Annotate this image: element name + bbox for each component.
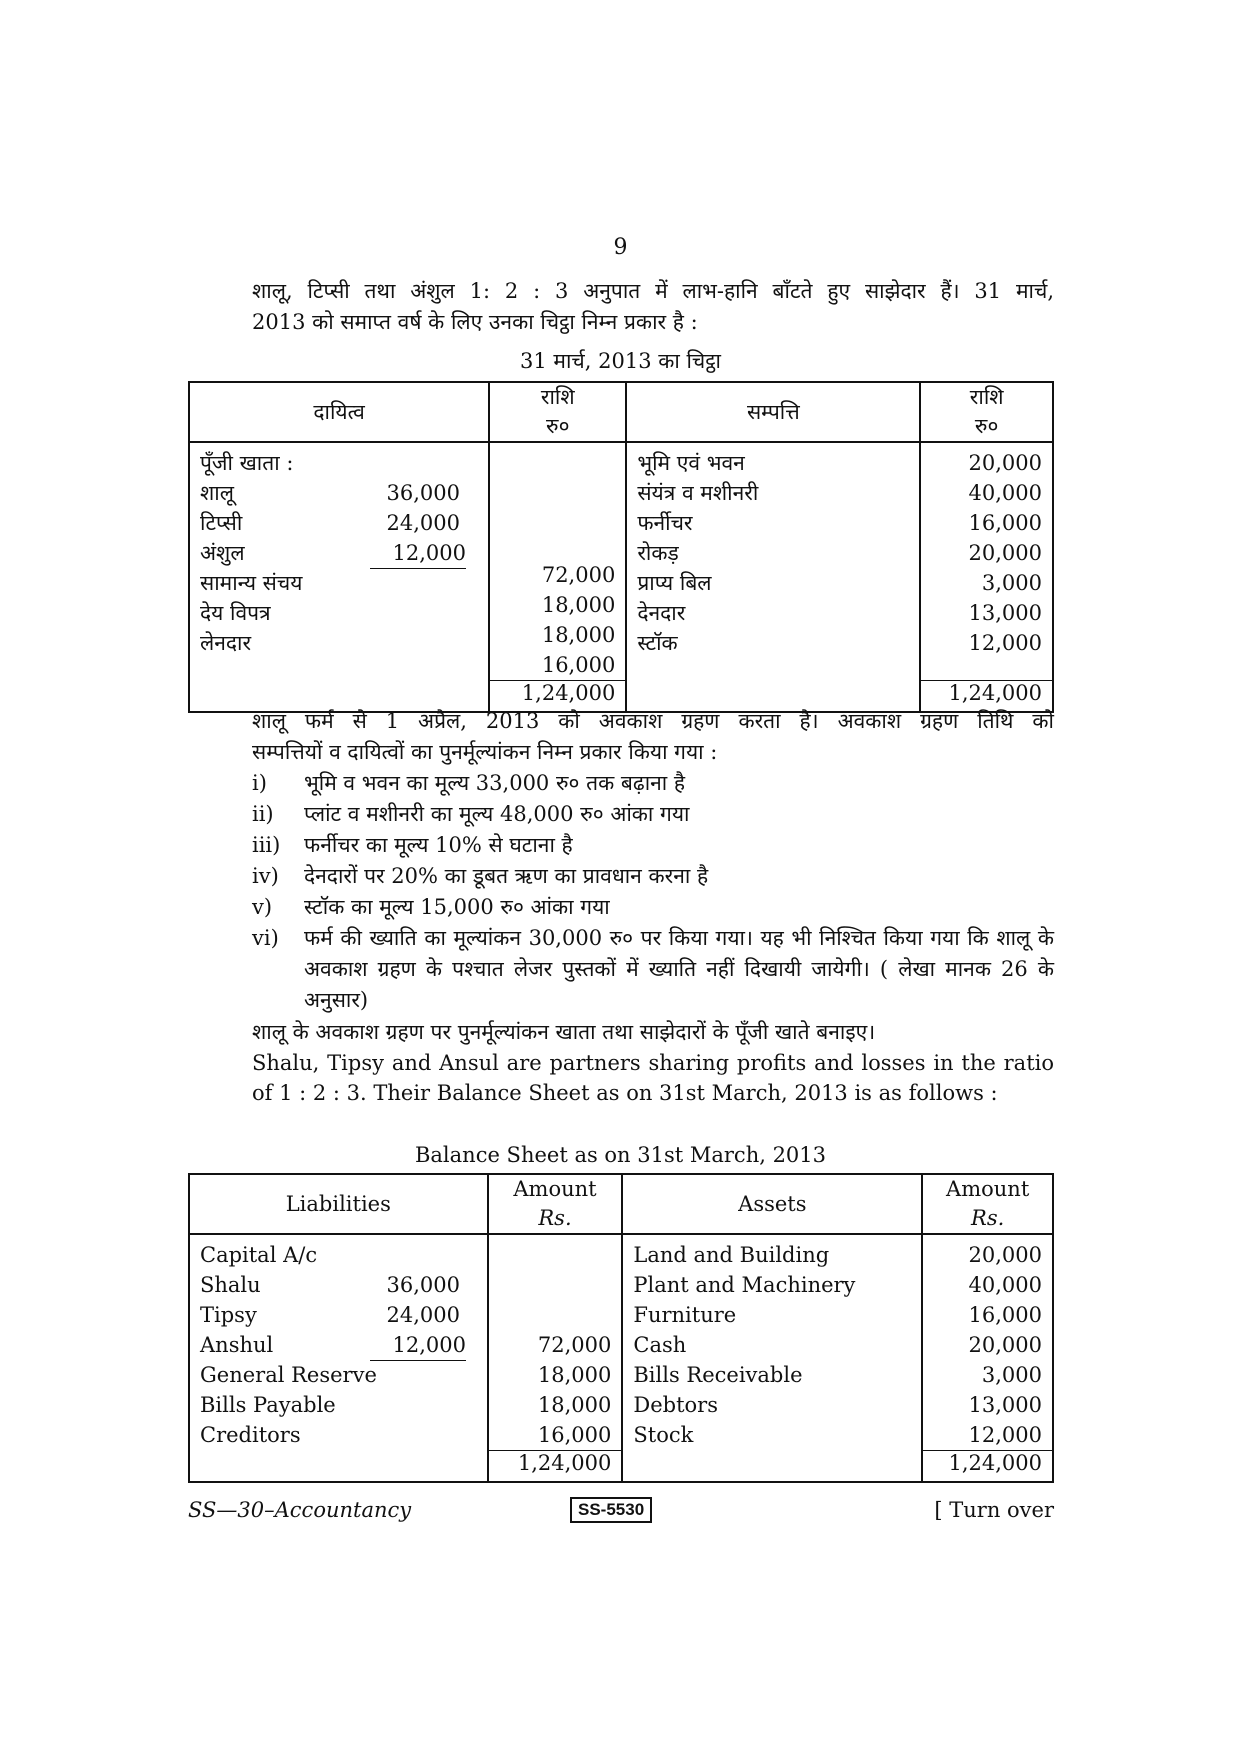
item-text: फर्नीचर का मूल्य 10% से घटाना है <box>304 833 573 857</box>
amount-cell: 40,000 <box>968 481 1042 505</box>
item-number: iv) <box>252 864 279 888</box>
amount-cell: 3,000 <box>981 1363 1042 1387</box>
hindi-retirement-text <box>252 706 1054 768</box>
amount-cell: 18,000 <box>541 593 616 617</box>
header-amount-label: Amount <box>946 1177 1030 1201</box>
revaluation-list <box>252 768 1054 1016</box>
retire-line-1: शालू फर्म से 1 अप्रैल, 2013 को अवकाश ग्रहण करता है। अवकाश ग्रहण तिथि को <box>252 709 1054 733</box>
amount-cell: 20,000 <box>968 1333 1042 1357</box>
liability-item: Creditors <box>200 1423 301 1447</box>
amount-cell: 12,000 <box>968 631 1042 655</box>
english-table-title: Balance Sheet as on 31st March, 2013 <box>414 1143 827 1167</box>
item-number: ii) <box>252 802 274 826</box>
amount-cell: 72,000 <box>541 563 616 587</box>
item-number: i) <box>252 771 267 795</box>
asset-item: Land and Building <box>633 1243 830 1267</box>
capital-label: पूँजी खाता : <box>200 451 294 475</box>
asset-item: फर्नीचर <box>637 511 693 535</box>
partner-name: शालू <box>200 481 234 505</box>
hindi-instruction: शालू के अवकाश ग्रहण पर पुनर्मूल्यांकन खाता तथा साझेदारों के पूँजी खाते बनाइए। <box>252 1020 876 1044</box>
partner-row <box>190 1300 487 1330</box>
asset-item: प्राप्य बिल <box>637 571 712 595</box>
asset-item: स्टॉक <box>637 631 678 655</box>
partner-amount: 36,000 <box>386 1273 460 1297</box>
amount-cell: 16,000 <box>968 1303 1042 1327</box>
capital-label: Capital A/c <box>200 1243 318 1267</box>
list-item <box>252 799 1054 830</box>
list-item <box>252 892 1054 923</box>
amount-cell: 13,000 <box>968 1393 1042 1417</box>
header-amount-unit: रु० <box>974 414 999 438</box>
partner-amount: 24,000 <box>386 1303 460 1327</box>
partner-row <box>190 1330 487 1360</box>
partner-amount: 12,000 <box>370 1330 466 1361</box>
item-text: भूमि व भवन का मूल्य 33,000 रु० तक बढ़ाना है <box>304 771 686 795</box>
hindi-table-title: 31 मार्च, 2013 का चिट्ठा <box>520 349 721 373</box>
list-item <box>252 861 1054 892</box>
partner-name: Shalu <box>200 1273 261 1297</box>
hindi-intro-line-2: 2013 को समाप्त वर्ष के लिए उनका चिट्ठा निम्न प्रकार है : <box>252 310 698 334</box>
header-liabilities: Liabilities <box>189 1174 488 1234</box>
hindi-intro-line-1: शालू, टिप्सी तथा अंशुल 1: 2 : 3 अनुपात में लाभ-हानि बाँटते हुए साझेदार हैं। 31 मार्च, <box>252 279 1054 303</box>
header-amount <box>489 382 626 442</box>
item-text: प्लांट व मशीनरी का मूल्य 48,000 रु० आंका गया <box>304 802 690 826</box>
asset-item: रोकड़ <box>637 541 679 565</box>
list-item <box>252 923 1054 1016</box>
partner-row <box>190 478 488 508</box>
liability-item: देय विपत्र <box>200 601 271 625</box>
partner-name: Anshul <box>200 1333 274 1357</box>
item-text: स्टॉक का मूल्य 15,000 रु० आंका गया <box>304 895 610 919</box>
hindi-balance-sheet <box>188 381 1054 713</box>
header-liabilities: दायित्व <box>189 382 489 442</box>
asset-item: Cash <box>633 1333 687 1357</box>
partner-row <box>190 538 488 568</box>
list-item <box>252 830 1054 861</box>
asset-item: Debtors <box>633 1393 718 1417</box>
partner-amount: 24,000 <box>386 511 460 535</box>
retire-line-2: सम्पत्तियों व दायित्वों का पुनर्मूल्यांकन निम्न प्रकार किया गया : <box>252 740 718 764</box>
partner-name: Tipsy <box>200 1303 257 1327</box>
item-number: vi) <box>252 926 279 950</box>
partner-row <box>190 1270 487 1300</box>
asset-item: देनदार <box>637 601 686 625</box>
header-assets: Assets <box>622 1174 922 1234</box>
asset-item: संयंत्र व मशीनरी <box>637 481 759 505</box>
item-text: फर्म की ख्याति का मूल्यांकन 30,000 रु० पर किया गया। यह भी निश्चित किया गया कि शालू के अवकाश ग्रहण के पश्चात लेजर पुस्तकों में ख्याति नहीं दिखायी जायेगी। ( लेखा मानक 26 के अनुसार) <box>304 926 1054 1012</box>
footer-paper-code: SS-5530 <box>570 1497 652 1523</box>
amount-cell: 20,000 <box>968 1243 1042 1267</box>
amount-cell: 13,000 <box>968 601 1042 625</box>
liability-item: सामान्य संचय <box>200 571 303 595</box>
liabilities-amount-column <box>488 1234 623 1451</box>
header-amount-unit: Rs. <box>971 1206 1005 1230</box>
header-assets: सम्पत्ति <box>626 382 920 442</box>
liabilities-total: 1,24,000 <box>489 681 626 712</box>
assets-column <box>622 1234 922 1451</box>
amount-cell: 20,000 <box>968 541 1042 565</box>
footer-subject: SS—30–Accountancy <box>188 1498 412 1522</box>
partner-amount: 12,000 <box>370 538 466 569</box>
amount-cell: 40,000 <box>968 1273 1042 1297</box>
amount-cell: 3,000 <box>981 571 1042 595</box>
page-number: 9 <box>613 235 628 260</box>
item-number: iii) <box>252 833 281 857</box>
header-amount-label: राशि <box>540 385 575 409</box>
list-item <box>252 768 1054 799</box>
header-amount-2 <box>920 382 1053 442</box>
item-number: v) <box>252 895 273 919</box>
header-amount-label: Amount <box>513 1177 597 1201</box>
asset-item: भूमि एवं भवन <box>637 451 745 475</box>
header-amount-unit: Rs. <box>538 1206 572 1230</box>
liabilities-column <box>189 1234 488 1451</box>
header-amount-unit: रु० <box>546 414 570 438</box>
asset-item: Bills Receivable <box>633 1363 803 1387</box>
partner-name: अंशुल <box>200 541 245 565</box>
english-balance-sheet <box>188 1173 1054 1483</box>
partner-amount: 36,000 <box>386 481 460 505</box>
item-text: देनदारों पर 20% का डूबत ऋण का प्रावधान करना है <box>304 864 709 888</box>
amount-cell: 16,000 <box>537 1423 612 1447</box>
liabilities-amount-column <box>489 442 626 681</box>
amount-cell: 18,000 <box>537 1363 612 1387</box>
header-amount-label: राशि <box>969 385 1004 409</box>
partner-name: टिप्सी <box>200 511 243 535</box>
amount-cell: 16,000 <box>541 653 616 677</box>
header-amount-2 <box>922 1174 1053 1234</box>
asset-item: Plant and Machinery <box>633 1273 856 1297</box>
liability-item: Bills Payable <box>200 1393 336 1417</box>
assets-amount-column <box>922 1234 1053 1451</box>
assets-amount-column <box>920 442 1053 681</box>
liabilities-total: 1,24,000 <box>488 1451 623 1482</box>
assets-total: 1,24,000 <box>922 1451 1053 1482</box>
amount-cell: 18,000 <box>541 623 616 647</box>
amount-cell: 20,000 <box>968 451 1042 475</box>
amount-cell: 18,000 <box>537 1393 612 1417</box>
header-amount <box>488 1174 623 1234</box>
amount-cell: 72,000 <box>537 1333 612 1357</box>
hindi-intro <box>252 276 1054 338</box>
liability-item: लेनदार <box>200 631 252 655</box>
amount-cell: 12,000 <box>968 1423 1042 1447</box>
english-intro: Shalu, Tipsy and Ansul are partners sharing profits and losses in the ratio of 1 : 2 : 3. Their Balance Sheet as on 31st March, 2013 is as follows : <box>252 1051 1054 1105</box>
liabilities-column <box>189 442 489 681</box>
asset-item: Furniture <box>633 1303 737 1327</box>
assets-column <box>626 442 920 681</box>
amount-cell: 16,000 <box>968 511 1042 535</box>
asset-item: Stock <box>633 1423 694 1447</box>
liability-item: General Reserve <box>200 1363 377 1387</box>
assets-total: 1,24,000 <box>920 681 1053 712</box>
partner-row <box>190 508 488 538</box>
footer-turn-over: [ Turn over <box>934 1498 1054 1522</box>
